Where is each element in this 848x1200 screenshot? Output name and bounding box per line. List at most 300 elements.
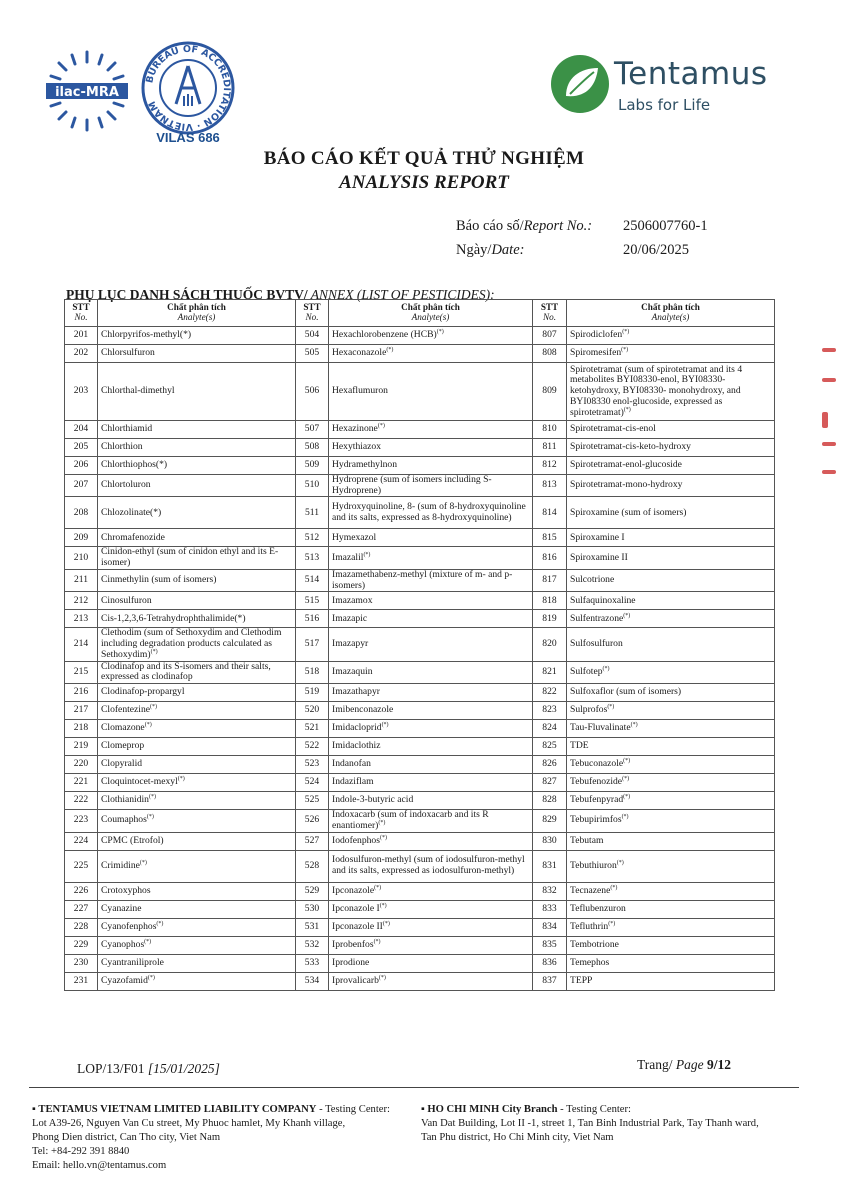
table-row [65,363,775,421]
analyte-cell [567,972,775,990]
stt-cell: 505 [296,345,329,363]
stt-cell: 204 [65,421,98,439]
stt-cell: 837 [533,972,567,990]
address-line: Tan Phu district, Ho Chi Minh city, Viet Nam [421,1131,614,1143]
analyte-name: Hexazinone [332,423,378,435]
col-header-analyte: Chất phân tích Analyte(s) [98,300,296,327]
stt-cell: 520 [296,702,329,720]
red-margin-mark [822,442,836,446]
stt-cell: 509 [296,457,329,475]
accredited-marker: (*) [148,794,156,801]
stt-cell: 834 [533,918,567,936]
analyte-name: Sulprofos [570,704,608,716]
branch-name: HO CHI MINH City Branch [427,1104,558,1115]
report-date-label-vn: Ngày/ [456,242,492,258]
analyte-cell [98,850,296,882]
stt-cell: 223 [65,810,98,832]
stt-cell: 210 [65,547,98,569]
stt-cell: 808 [533,345,567,363]
analyte-name: Sulfaquinoxaline [570,594,636,606]
stt-cell: 836 [533,954,567,972]
table-body [65,327,775,991]
stt-cell: 822 [533,684,567,702]
analyte-name: Imazapic [332,612,368,624]
ilac-mra-logo [44,48,130,134]
stt-cell: 216 [65,684,98,702]
stt-cell: 809 [533,363,567,421]
accredited-marker: (*) [379,902,387,909]
stt-cell: 827 [533,774,567,792]
stt-cell: 828 [533,792,567,810]
stt-cell: 819 [533,610,567,628]
analyte-name: Indaziflam [332,776,374,788]
stt-cell: 514 [296,569,329,591]
analyte-cell [567,661,775,683]
stt-cell: 807 [533,327,567,345]
table-row [65,547,775,569]
stt-cell: 231 [65,972,98,990]
stt-cell: 219 [65,738,98,756]
analyte-cell [329,832,533,850]
stt-cell: 225 [65,850,98,882]
vilas-code: VILAS 686 [156,130,220,145]
stt-cell: 525 [296,792,329,810]
table-row [65,610,775,628]
analyte-name: Imazamethabenz-methyl (mixture of m- and p-isomers) [332,568,513,591]
analyte-name: Crimidine [101,859,140,871]
col-header-analyte: Chất phân tích Analyte(s) [329,300,533,327]
tentamus-leaf-icon [548,52,612,116]
brand-name: Tentamus [614,56,768,92]
accredited-marker: (*) [377,422,385,429]
analyte-cell [567,475,775,497]
analyte-name: Iprodione [332,956,370,968]
analyte-cell [98,810,296,832]
report-date-line [456,242,690,259]
analyte-name: Ipconazole I [332,902,380,914]
accredited-marker: (*) [386,346,394,353]
analyte-name: Tembotrione [570,938,619,950]
stt-cell: 508 [296,439,329,457]
analyte-name: Chlorthiophos(*) [101,459,168,471]
stt-cell: 227 [65,900,98,918]
analyte-cell [329,972,533,990]
analyte-cell [329,529,533,547]
stt-cell: 521 [296,720,329,738]
annex-title: PHỤ LỤC DANH SÁCH THUỐC BVTV/ ANNEX (LIST OF PESTICIDES): [66,287,495,302]
analyte-cell [567,547,775,569]
table-row [65,345,775,363]
analyte-cell [98,327,296,345]
analyte-name: Clodinafop and its S-isomers and their salts, expressed as clodinafop [101,660,271,683]
address-line: Phong Dien district, Can Tho city, Viet Nam [32,1131,221,1143]
stt-cell: 507 [296,421,329,439]
stt-cell: 534 [296,972,329,990]
analyte-name: Tebuthiuron [570,859,617,871]
table-row [65,810,775,832]
red-margin-mark [822,412,828,428]
analyte-cell [329,439,533,457]
accredited-marker: (*) [144,938,152,945]
analyte-name: Tecnazene [570,884,611,896]
stt-cell: 513 [296,547,329,569]
accredited-marker: (*) [144,722,152,729]
analyte-name: Chlozolinate(*) [101,506,162,518]
stt-cell: 824 [533,720,567,738]
analyte-cell [329,936,533,954]
analyte-name: Indanofan [332,758,371,770]
stt-cell: 519 [296,684,329,702]
analyte-cell [567,810,775,832]
analyte-cell [98,547,296,569]
analyte-cell [567,497,775,529]
stt-cell: 526 [296,810,329,832]
analyte-name: Iodofenphos [332,834,380,846]
table-row [65,529,775,547]
stt-cell: 530 [296,900,329,918]
report-number: 2506007760-1 [623,218,708,234]
analyte-name: Cinidon-ethyl (sum of cinidon ethyl and its E-isomer) [101,546,279,569]
analyte-name: Spirotetramat-enol-glucoside [570,459,682,471]
accredited-marker: (*) [382,920,390,927]
table-row [65,475,775,497]
stt-cell: 213 [65,610,98,628]
stt-cell: 205 [65,439,98,457]
accredited-marker: (*) [610,884,618,891]
stt-cell: 812 [533,457,567,475]
stt-cell: 218 [65,720,98,738]
col-header-stt: STT No. [296,300,329,327]
analyte-cell [329,850,533,882]
report-title-vn: BÁO CÁO KẾT QUẢ THỬ NGHIỆM [263,148,585,169]
table-row [65,918,775,936]
stt-cell: 515 [296,592,329,610]
analyte-name: Clofentezine [101,704,151,716]
accredited-marker: (*) [177,776,185,783]
table-row [65,439,775,457]
col-header-stt: STT No. [65,300,98,327]
analyte-cell [567,569,775,591]
table-row [65,936,775,954]
analyte-name: Chlorthion [101,441,143,453]
analyte-cell [329,738,533,756]
accredited-marker: (*) [378,974,386,981]
analyte-name: Imazaquin [332,665,373,677]
analyte-cell [329,661,533,683]
analyte-cell [98,900,296,918]
report-number-label-en: Report No.: [523,218,593,234]
accredited-marker: (*) [616,859,624,866]
analyte-name: Iodosulfuron-methyl (sum of iodosulfuron-methyl and its salts, expressed as iodosulfuron-methyl) [332,854,525,877]
accredited-marker: (*) [379,834,387,841]
analyte-name: Clodinafop-propargyl [101,686,185,698]
accredited-marker: (*) [621,814,629,821]
analyte-cell [329,421,533,439]
analyte-name: Imazalil [332,551,364,563]
analyte-cell [567,850,775,882]
analyte-cell [567,529,775,547]
pesticide-table [64,299,775,991]
analyte-name: Cloquintocet-mexyl [101,776,178,788]
table-row [65,457,775,475]
col-header-stt: STT No. [533,300,567,327]
analyte-cell [98,345,296,363]
table-row [65,569,775,591]
accredited-marker: (*) [156,920,164,927]
report-date: 20/06/2025 [623,242,690,258]
stt-cell: 208 [65,497,98,529]
analyte-name: Tau-Fluvalinate [570,722,631,734]
stt-cell: 209 [65,529,98,547]
report-number-label-vn: Báo cáo số/ [456,218,524,234]
analyte-name: Hydramethylnon [332,459,398,471]
footer-divider [29,1087,799,1088]
stt-cell: 206 [65,457,98,475]
analyte-name: Ipconazole II [332,920,383,932]
analyte-cell [329,774,533,792]
stt-cell: 506 [296,363,329,421]
table-row [65,702,775,720]
analyte-cell [567,832,775,850]
table-row [65,882,775,900]
stt-cell: 504 [296,327,329,345]
stt-cell: 211 [65,569,98,591]
analyte-cell [329,457,533,475]
analyte-name: Clothianidin [101,794,149,806]
analyte-name: Sulfotep [570,665,603,677]
table-row [65,421,775,439]
analyte-cell [329,345,533,363]
stt-cell: 835 [533,936,567,954]
analyte-name: Spirotetramat-mono-hydroxy [570,479,683,491]
analyte-cell [329,918,533,936]
analyte-cell [329,720,533,738]
analyte-name: Sulfosulfuron [570,638,623,650]
stt-cell: 811 [533,439,567,457]
accredited-marker: (*) [630,722,638,729]
analyte-name: Spiroxamine II [570,551,628,563]
stt-cell: 817 [533,569,567,591]
analyte-name: Tebuconazole [570,758,624,770]
stt-cell: 215 [65,661,98,683]
phone: Tel: +84-292 391 8840 [32,1145,130,1157]
form-code: LOP/13/F01 [15/01/2025] [77,1061,220,1076]
stt-cell: 214 [65,628,98,661]
analyte-cell [98,661,296,683]
stt-cell: 825 [533,738,567,756]
analyte-cell [567,918,775,936]
analyte-cell [98,610,296,628]
analyte-cell [329,569,533,591]
analyte-name: Spirodiclofen [570,329,623,341]
analyte-name: Hymexazol [332,531,377,543]
stt-cell: 826 [533,756,567,774]
analyte-cell [329,475,533,497]
stt-cell: 523 [296,756,329,774]
report-title-en: ANALYSIS REPORT [339,172,509,193]
analyte-cell [98,972,296,990]
analyte-cell [98,738,296,756]
stt-cell: 217 [65,702,98,720]
table-row [65,684,775,702]
stt-cell: 221 [65,774,98,792]
report-date-label-en: Date: [491,242,525,258]
analyte-cell [98,720,296,738]
table-row [65,972,775,990]
analyte-cell [98,792,296,810]
analyte-name: Chromafenozide [101,531,165,543]
stt-cell: 207 [65,475,98,497]
analyte-cell [98,936,296,954]
stt-cell: 212 [65,592,98,610]
accreditation-logos [44,40,244,145]
analyte-cell [98,684,296,702]
accredited-marker: (*) [150,648,158,655]
accredited-marker: (*) [607,704,615,711]
analyte-cell [98,774,296,792]
analyte-cell [329,684,533,702]
analyte-name: CPMC (Etrofol) [101,834,164,846]
analyte-name: TEPP [570,974,593,986]
red-margin-mark [822,470,836,474]
analyte-cell [567,774,775,792]
analyte-name: Hexaconazole [332,347,387,359]
analyte-cell [567,439,775,457]
stt-cell: 529 [296,882,329,900]
analyte-cell [567,592,775,610]
analyte-cell [98,882,296,900]
analyte-name: Temephos [570,956,610,968]
analyte-name: Sulcotrione [570,574,615,586]
accredited-marker: (*) [150,704,158,711]
analyte-name: Clomeprop [101,740,145,752]
analyte-cell [567,792,775,810]
analyte-name: Clopyralid [101,758,143,770]
accredited-marker: (*) [602,665,610,672]
stt-cell: 517 [296,628,329,661]
table-header-row [65,300,775,327]
analyte-cell [329,954,533,972]
accredited-marker: (*) [623,406,631,413]
analyte-name: Hexachlorobenzene (HCB) [332,329,437,341]
analyte-name: Hydroxyquinoline, 8- (sum of 8-hydroxyquinoline and its salts, expressed as 8-hydroxyquinoline) [332,501,526,523]
analyte-cell [329,547,533,569]
table-row [65,850,775,882]
table-row [65,792,775,810]
analyte-name: Clomazone [101,722,145,734]
stt-cell: 201 [65,327,98,345]
accredited-marker: (*) [146,814,154,821]
table-row [65,832,775,850]
analyte-cell [98,363,296,421]
stt-cell: 229 [65,936,98,954]
stt-cell: 532 [296,936,329,954]
analyte-name: Cyanophos [101,938,145,950]
table-row [65,954,775,972]
red-margin-mark [822,378,836,382]
analyte-cell [329,363,533,421]
stt-cell: 230 [65,954,98,972]
analyte-cell [567,628,775,661]
table-row [65,497,775,529]
stt-cell: 830 [533,832,567,850]
analyte-cell [98,702,296,720]
analyte-cell [98,421,296,439]
stt-cell: 533 [296,954,329,972]
table-row [65,720,775,738]
analyte-name: Iprobenfos [332,938,374,950]
stt-cell: 228 [65,918,98,936]
analyte-cell [567,421,775,439]
analyte-name: Tebupirimfos [570,814,622,826]
analyte-cell [329,610,533,628]
analyte-cell [98,628,296,661]
analyte-name: Cyazofamid [101,974,148,986]
stt-cell: 820 [533,628,567,661]
stt-cell: 823 [533,702,567,720]
stt-cell: 220 [65,756,98,774]
accredited-marker: (*) [139,859,147,866]
table-row [65,628,775,661]
stt-cell: 833 [533,900,567,918]
analyte-cell [329,327,533,345]
analyte-name: Spiroxamine (sum of isomers) [570,506,687,518]
analyte-cell [329,756,533,774]
analyte-name: Indoxacarb (sum of indoxacarb and its R enantiomer) [332,809,489,831]
analyte-name: Spiroxamine I [570,531,625,543]
analyte-name: Tebufenozide [570,776,623,788]
stt-cell: 202 [65,345,98,363]
analyte-name: Cyantraniliprole [101,956,164,968]
analyte-cell [567,327,775,345]
stt-cell: 510 [296,475,329,497]
analyte-cell [567,900,775,918]
analyte-cell [329,702,533,720]
analyte-name: Chlorthal-dimethyl [101,385,175,397]
accredited-marker: (*) [147,974,155,981]
analyte-name: Iprovalicarb [332,974,379,986]
analyte-cell [98,497,296,529]
stt-cell: 531 [296,918,329,936]
analyte-name: Teflubenzuron [570,902,626,914]
col-header-analyte: Chất phân tích Analyte(s) [567,300,775,327]
stt-cell: 512 [296,529,329,547]
analyte-cell [567,954,775,972]
analyte-name: Hexythiazox [332,441,382,453]
analyte-cell [329,497,533,529]
analyte-name: Chlorpyrifos-methyl(*) [101,329,192,341]
tentamus-logo [548,50,798,120]
analyte-name: Tebutam [570,834,604,846]
accredited-marker: (*) [623,758,631,765]
analyte-name: Sulfentrazone [570,612,624,624]
analyte-cell [329,810,533,832]
analyte-cell [98,457,296,475]
analyte-name: Tebufenpyrad [570,794,624,806]
analyte-name: Cyanazine [101,902,142,914]
page-number: Trang/ Page 9/12 [637,1057,732,1072]
svg-text:BUREAU OF ACCREDITATION · VIET: BUREAU OF ACCREDITATION · VIETNAM [144,43,233,133]
accredited-marker: (*) [623,612,631,619]
analyte-cell [329,900,533,918]
accredited-marker: (*) [363,551,371,558]
stt-cell: 527 [296,832,329,850]
bureau-of-accreditation-seal [140,40,236,136]
table-row [65,592,775,610]
analyte-name: Ipconazole [332,884,375,896]
analyte-cell [98,832,296,850]
stt-cell: 522 [296,738,329,756]
